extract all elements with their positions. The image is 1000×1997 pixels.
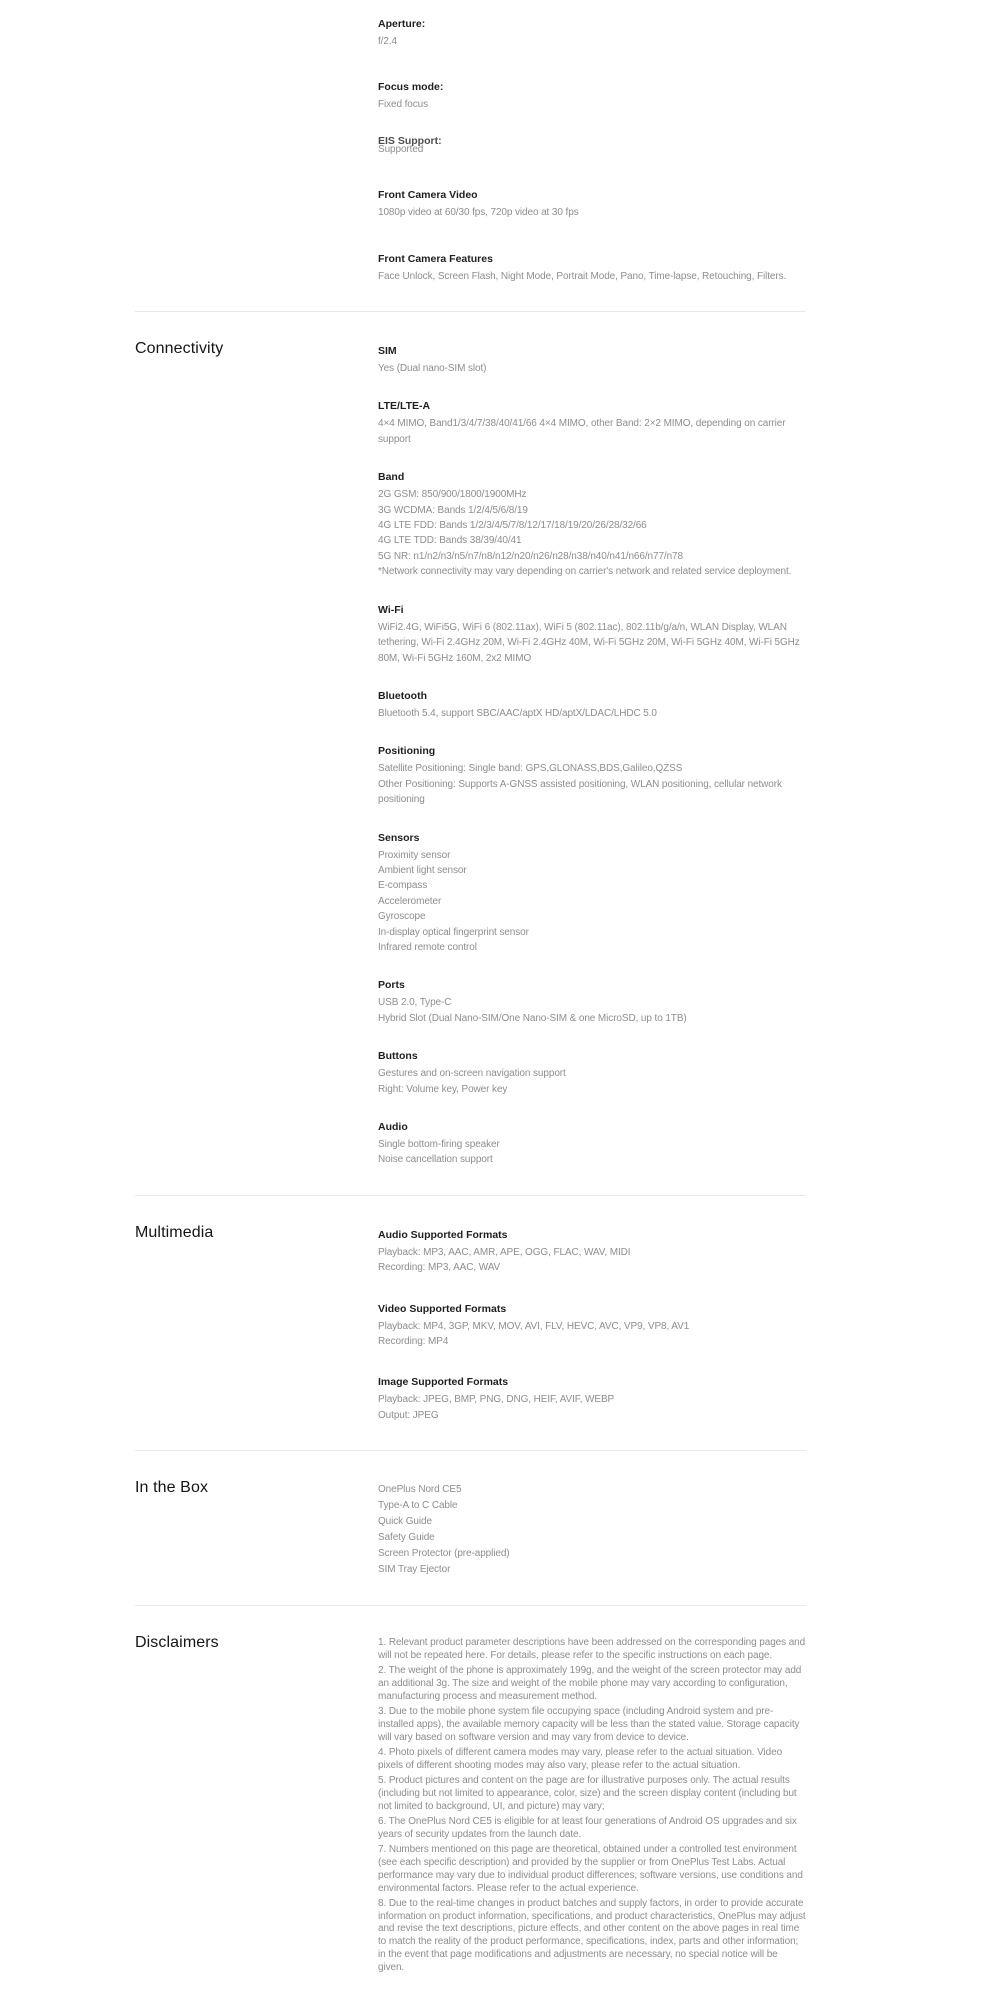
spec-value-line: In-display optical fingerprint sensor <box>378 926 529 938</box>
section-title-cell <box>135 1223 378 1243</box>
spec-value-line: Ambient light sensor <box>378 864 467 876</box>
spec-lines <box>378 34 833 49</box>
spec-label: Audio Supported Formats <box>378 1228 508 1241</box>
spec-lines <box>378 995 806 1026</box>
spec-value-line: Supported <box>378 143 424 155</box>
spec-value-line: USB 2.0, Type-C <box>378 997 452 1009</box>
spec-item <box>378 602 806 666</box>
spec-label-wrap <box>378 688 806 704</box>
spec-item <box>378 1119 806 1168</box>
spec-value-line: 4×4 MIMO, Band1/3/4/7/38/40/41/66 4×4 MIMO, other Band: 2×2 MIMO, depending on carrier support <box>378 418 786 445</box>
spec-label: Sensors <box>378 831 420 844</box>
spec-value-line: f/2.4 <box>378 36 397 47</box>
spec-label: Front Camera Features <box>378 252 493 265</box>
spec-lines <box>378 205 833 220</box>
spec-item <box>378 977 806 1026</box>
disclaimer-paragraph: 6. The OnePlus Nord CE5 is eligible for at least four generations of Android OS upgrades and six years of security updates from the launch date. <box>378 1816 797 1840</box>
spec-label: Ports <box>378 979 405 992</box>
spec-label-wrap <box>378 251 833 267</box>
box-item: Screen Protector (pre-applied) <box>378 1548 510 1560</box>
spec-value-line: Recording: MP4 <box>378 1336 449 1348</box>
spec-value-line: 1080p video at 60/30 fps, 720p video at 30 fps <box>378 207 579 219</box>
spec-label-wrap <box>378 830 806 846</box>
spec-value-line: Gyroscope <box>378 911 426 923</box>
section-title: Disclaimers <box>135 1634 219 1652</box>
spec-lines <box>378 761 806 807</box>
multimedia-items <box>378 1227 806 1423</box>
spec-item <box>378 343 806 376</box>
spec-item <box>378 16 833 49</box>
spec-value-line: Playback: MP3, AAC, AMR, APE, OGG, FLAC, WAV, MIDI <box>378 1246 631 1258</box>
spec-value-line: 5G NR: n1/n2/n3/n5/n7/n8/n12/n20/n26/n28/n38/n40/n41/n66/n77/n78 <box>378 550 683 562</box>
spec-value-line: Infrared remote control <box>378 941 477 953</box>
box-item: Type-A to C Cable <box>378 1500 458 1512</box>
spec-value-line: E-compass <box>378 880 428 892</box>
disclaimer-paragraph: 3. Due to the mobile phone system file occupying space (including Android system and pre-installed apps), the available memory capacity will be less than the stated value. Storage capacity will vary based on software version and may vary from device to device. <box>378 1706 800 1743</box>
spec-lines <box>378 1392 806 1423</box>
section-title-cell <box>135 340 378 359</box>
spec-value-line: Recording: MP3, AAC, WAV <box>378 1262 501 1274</box>
spec-lines <box>378 848 806 956</box>
box-item: Safety Guide <box>378 1532 435 1544</box>
disclaimer-paragraph: 7. Numbers mentioned on this page are theoretical, obtained under a controlled test environment (see each specific description) and provided by the supplier or from OnePlus Test Labs. Actual performance may vary due to individual product differences, software versions, use conditions and environmental factors. Please refer to the actual experience. <box>378 1844 803 1894</box>
disclaimer-paragraph: 8. Due to the real-time changes in product batches and supply factors, in order to provide accurate information on product information, specifications, and product characteristics, OnePlus may adjust and revise the text descriptions, picture effects, and other content on the above pages in real time to match the reality of the product performance, specifications, index, parts and other information; in the event that page modifications and adjustments are necessary, no special notice will be given. <box>378 1897 806 1973</box>
spec-value-line: Yes (Dual nano-SIM slot) <box>378 363 487 375</box>
spec-lines <box>378 361 806 376</box>
spec-value-line: Noise cancellation support <box>378 1154 493 1166</box>
spec-item <box>378 469 806 579</box>
section-front-camera <box>135 16 806 284</box>
spec-label: Bluetooth <box>378 689 427 702</box>
spec-label: Front Camera Video <box>378 189 478 202</box>
disclaimer-list <box>378 1637 806 1977</box>
spec-value-line: 3G WCDMA: Bands 1/2/4/5/6/8/19 <box>378 504 528 516</box>
front-camera-items <box>378 16 833 284</box>
spec-label-wrap <box>378 343 806 359</box>
box-item: Quick Guide <box>378 1516 432 1528</box>
spec-label-wrap <box>378 79 833 95</box>
spec-value-line: Satellite Positioning: Single band: GPS,GLONASS,BDS,Galileo,QZSS <box>378 763 683 775</box>
section-title: Multimedia <box>135 1223 214 1241</box>
spec-label-wrap <box>378 187 833 203</box>
spec-value-line: Other Positioning: Supports A-GNSS assisted positioning, WLAN positioning, cellular network positioning <box>378 778 782 806</box>
section-divider <box>135 1605 806 1606</box>
spec-value-line: Playback: MP4, 3GP, MKV, MOV, AVI, FLV, HEVC, AVC, VP9, VP8, AV1 <box>378 1320 690 1332</box>
section-multimedia <box>135 1223 806 1423</box>
spec-label-wrap <box>378 1119 806 1135</box>
spec-value-line: Right: Volume key, Power key <box>378 1083 508 1095</box>
spec-label-wrap <box>378 1374 806 1390</box>
spec-item <box>378 688 806 721</box>
spec-label-wrap <box>378 977 806 993</box>
box-item: SIM Tray Ejector <box>378 1564 451 1576</box>
spec-item <box>378 1374 806 1423</box>
spec-lines <box>378 97 833 112</box>
section-divider <box>135 311 806 312</box>
spec-label: LTE/LTE-A <box>378 400 431 413</box>
spec-label: Aperture: <box>378 18 426 30</box>
spec-label: Focus mode: <box>378 81 444 94</box>
section-title: In the Box <box>135 1479 209 1497</box>
section-title-cell <box>135 1634 378 1653</box>
spec-label-wrap <box>378 602 806 618</box>
spec-item <box>378 1227 806 1276</box>
spec-label-wrap <box>378 1227 806 1243</box>
spec-label-wrap <box>378 133 833 147</box>
spec-label: Positioning <box>378 745 436 758</box>
spec-item <box>378 743 806 807</box>
spec-label-wrap <box>378 1048 806 1064</box>
spec-value-line: Output: JPEG <box>378 1409 439 1421</box>
disclaimer-paragraph: 4. Photo pixels of different camera modes may vary, please refer to the actual situation. Video pixels of different shooting modes may also vary, please refer to the actual situation. <box>378 1747 783 1771</box>
spec-item <box>378 1048 806 1097</box>
disclaimer-paragraph: 5. Product pictures and content on the page are for illustrative purposes only. The actual results (including but not limited to appearance, color, size) and the screen display content (including but not limited to background, UI, and picture) may vary; <box>378 1775 797 1812</box>
spec-value-line: 4G LTE TDD: Bands 38/39/40/41 <box>378 535 522 547</box>
in-the-box-items <box>378 1482 806 1578</box>
spec-item <box>378 830 806 956</box>
spec-lines <box>378 1137 806 1168</box>
spec-lines <box>378 1066 806 1097</box>
section-disclaimers <box>135 1634 806 1977</box>
spec-item <box>378 251 833 284</box>
section-title: Connectivity <box>135 340 224 358</box>
spec-label: Band <box>378 471 405 484</box>
spec-value-line: Proximity sensor <box>378 849 451 861</box>
spec-lines <box>378 269 833 284</box>
spec-item <box>378 79 833 112</box>
spec-lines <box>378 1245 806 1276</box>
spec-value-line: 4G LTE FDD: Bands 1/2/3/4/5/7/8/12/17/18/19/20/26/28/32/66 <box>378 520 647 532</box>
spec-label: Audio <box>378 1121 408 1133</box>
section-divider <box>135 1450 806 1451</box>
disclaimer-paragraph: 2. The weight of the phone is approximately 199g, and the weight of the screen protector may add an additional 3g. The size and weight of the mobile phone may vary according to configuration, manufacturing process and measurement method. <box>378 1665 802 1702</box>
spec-label: Video Supported Formats <box>378 1302 507 1315</box>
spec-lines <box>378 1319 806 1350</box>
spec-item <box>378 187 833 220</box>
spec-value-line: Gestures and on-screen navigation support <box>378 1068 566 1080</box>
spec-label-wrap <box>378 743 806 759</box>
spec-label: Wi-Fi <box>378 603 404 616</box>
spec-label: Buttons <box>378 1050 418 1063</box>
spec-value-line: Accelerometer <box>378 895 442 907</box>
spec-value-line: Playback: JPEG, BMP, PNG, DNG, HEIF, AVIF, WEBP <box>378 1394 615 1406</box>
section-title-cell <box>135 1479 378 1498</box>
spec-value-line: 2G GSM: 850/900/1800/1900MHz <box>378 489 527 501</box>
spec-label-wrap <box>378 16 833 32</box>
spec-label-wrap <box>378 469 806 485</box>
section-divider <box>135 1195 806 1196</box>
spec-item <box>378 1301 806 1350</box>
connectivity-items <box>378 343 806 1168</box>
spec-label: Image Supported Formats <box>378 1376 509 1389</box>
spec-lines <box>378 620 806 666</box>
section-in-the-box <box>135 1479 806 1578</box>
spec-value-line: WiFi2.4G, WiFi5G, WiFi 6 (802.11ax), WiFi 5 (802.11ac), 802.11b/g/a/n, WLAN Display, WLAN tethering, Wi-Fi 2.4GHz 20M, Wi-Fi 2.4GHz 40M, Wi-Fi 5GHz 20M, Wi-Fi 5GHz 40M, Wi-Fi 5GHz 80M, Wi-Fi 5GHz 160M, 2x2 MIMO <box>378 621 800 664</box>
spec-item <box>378 398 806 447</box>
spec-label: SIM <box>378 345 397 358</box>
spec-value-line: Hybrid Slot (Dual Nano-SIM/One Nano-SIM & one MicroSD, up to 1TB) <box>378 1012 687 1024</box>
spec-value-line: Bluetooth 5.4, support SBC/AAC/aptX HD/aptX/LDAC/LHDC 5.0 <box>378 707 657 719</box>
disclaimer-paragraph: 1. Relevant product parameter descriptions have been addressed on the corresponding pages and will not be repeated here. For details, please refer to the specific instructions on each page. <box>378 1637 806 1662</box>
spec-lines <box>378 706 806 721</box>
spec-value-line: Fixed focus <box>378 99 429 111</box>
spec-value-line: Single bottom-firing speaker <box>378 1139 500 1150</box>
spec-lines <box>378 416 806 447</box>
spec-label-wrap <box>378 1301 806 1317</box>
spec-label-wrap <box>378 398 806 414</box>
spec-label: EIS Support: <box>378 134 442 147</box>
spec-value-line: Face Unlock, Screen Flash, Night Mode, Portrait Mode, Pano, Time-lapse, Retouching, Filters. <box>378 270 787 282</box>
section-connectivity <box>135 340 806 1168</box>
box-item: OnePlus Nord CE5 <box>378 1484 462 1496</box>
spec-item <box>378 133 833 157</box>
spec-lines <box>378 487 806 579</box>
spec-value-line: *Network connectivity may vary depending on carrier's network and related service deployment. <box>378 566 792 578</box>
